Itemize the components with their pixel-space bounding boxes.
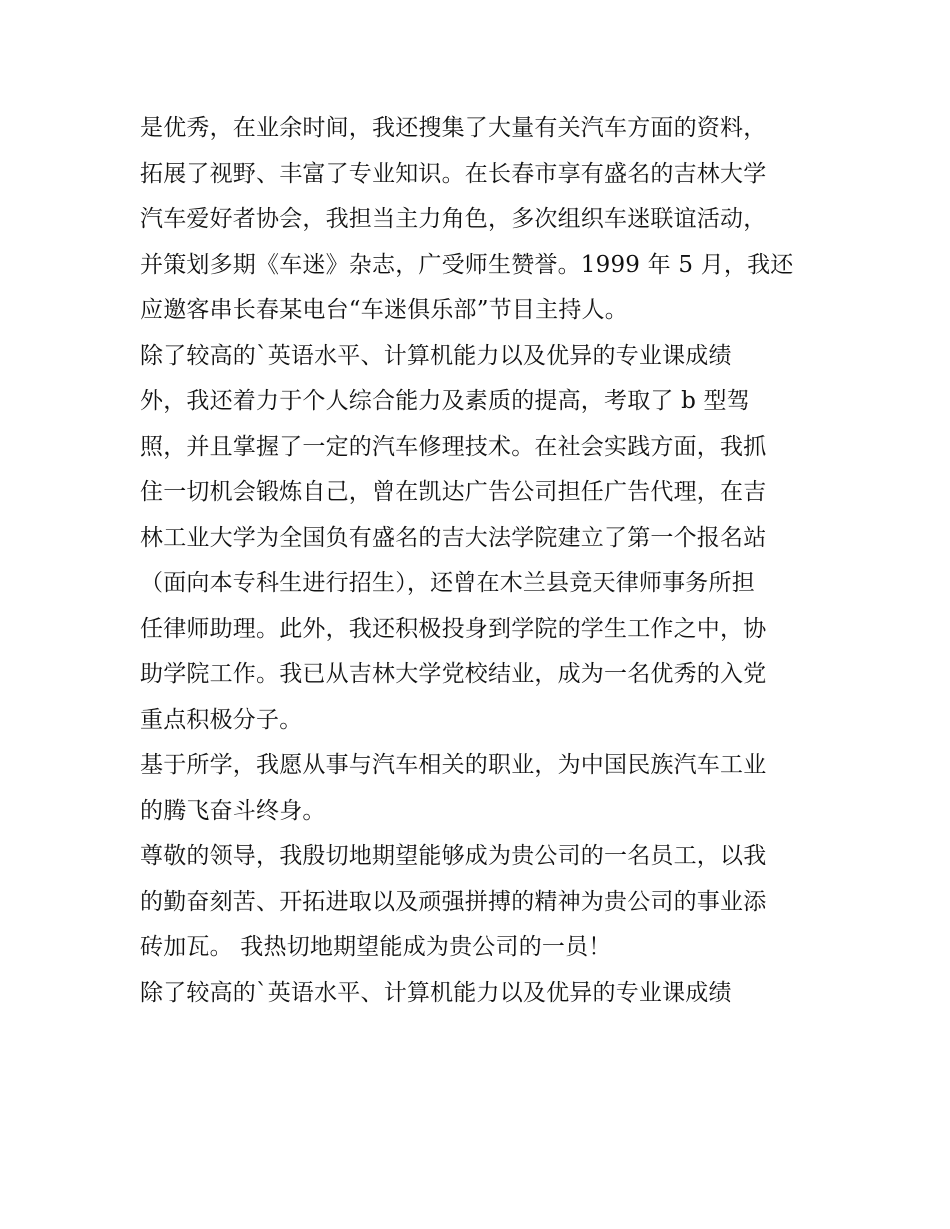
text-line: 住一切机会锻炼自己，曾在凯达广告公司担任广告代理，在吉	[140, 479, 767, 505]
text-line: 尊敬的领导，我殷切地期望能够成为贵公司的一名员工，以我	[140, 843, 767, 869]
text-line: 任律师助理。此外，我还积极投身到学院的学生工作之中，协	[140, 615, 767, 642]
document-body	[140, 106, 820, 1016]
text-line: 林工业大学为全国负有盛名的吉大法学院建立了第一个报名站	[140, 524, 767, 551]
text-line: 助学院工作。我已从吉林大学党校结业，成为一名优秀的入党	[140, 661, 767, 687]
text-line: 重点积极分子。	[140, 706, 303, 733]
text-line: 的腾飞奋斗终身。	[140, 797, 326, 824]
text-line: 应邀客串长春某电台“车迷俱乐部”节目主持人。	[140, 297, 628, 323]
text-line: 的勤奋刻苦、开拓进取以及顽强拼搏的精神为贵公司的事业添	[140, 888, 767, 915]
text-line: 拓展了视野、丰富了专业知识。在长春市享有盛名的吉林大学	[140, 160, 767, 187]
text-line: 是优秀，在业余时间，我还搜集了大量有关汽车方面的资料，	[140, 115, 767, 141]
text-line: 砖加瓦。 我热切地期望能成为贵公司的一员！	[140, 934, 612, 960]
text-line: 汽车爱好者协会，我担当主力角色，多次组织车迷联谊活动，	[140, 206, 767, 232]
text-line: 除了较高的`英语水平、计算机能力以及优异的专业课成绩	[140, 342, 732, 369]
text-line: （面向本专科生进行招生），还曾在木兰县竞天律师事务所担	[140, 570, 755, 596]
text-line: 照，并且掌握了一定的汽车修理技术。在社会实践方面，我抓	[140, 433, 767, 460]
text-line: 除了较高的`英语水平、计算机能力以及优异的专业课成绩	[140, 979, 732, 1006]
text-line: 基于所学，我愿从事与汽车相关的职业，为中国民族汽车工业	[140, 752, 767, 778]
text-line: 并策划多期《车迷》杂志，广受师生赞誉。1999 年 5 月，我还	[140, 251, 794, 278]
text-line: 外，我还着力于个人综合能力及素质的提高，考取了 b 型驾	[140, 388, 750, 414]
